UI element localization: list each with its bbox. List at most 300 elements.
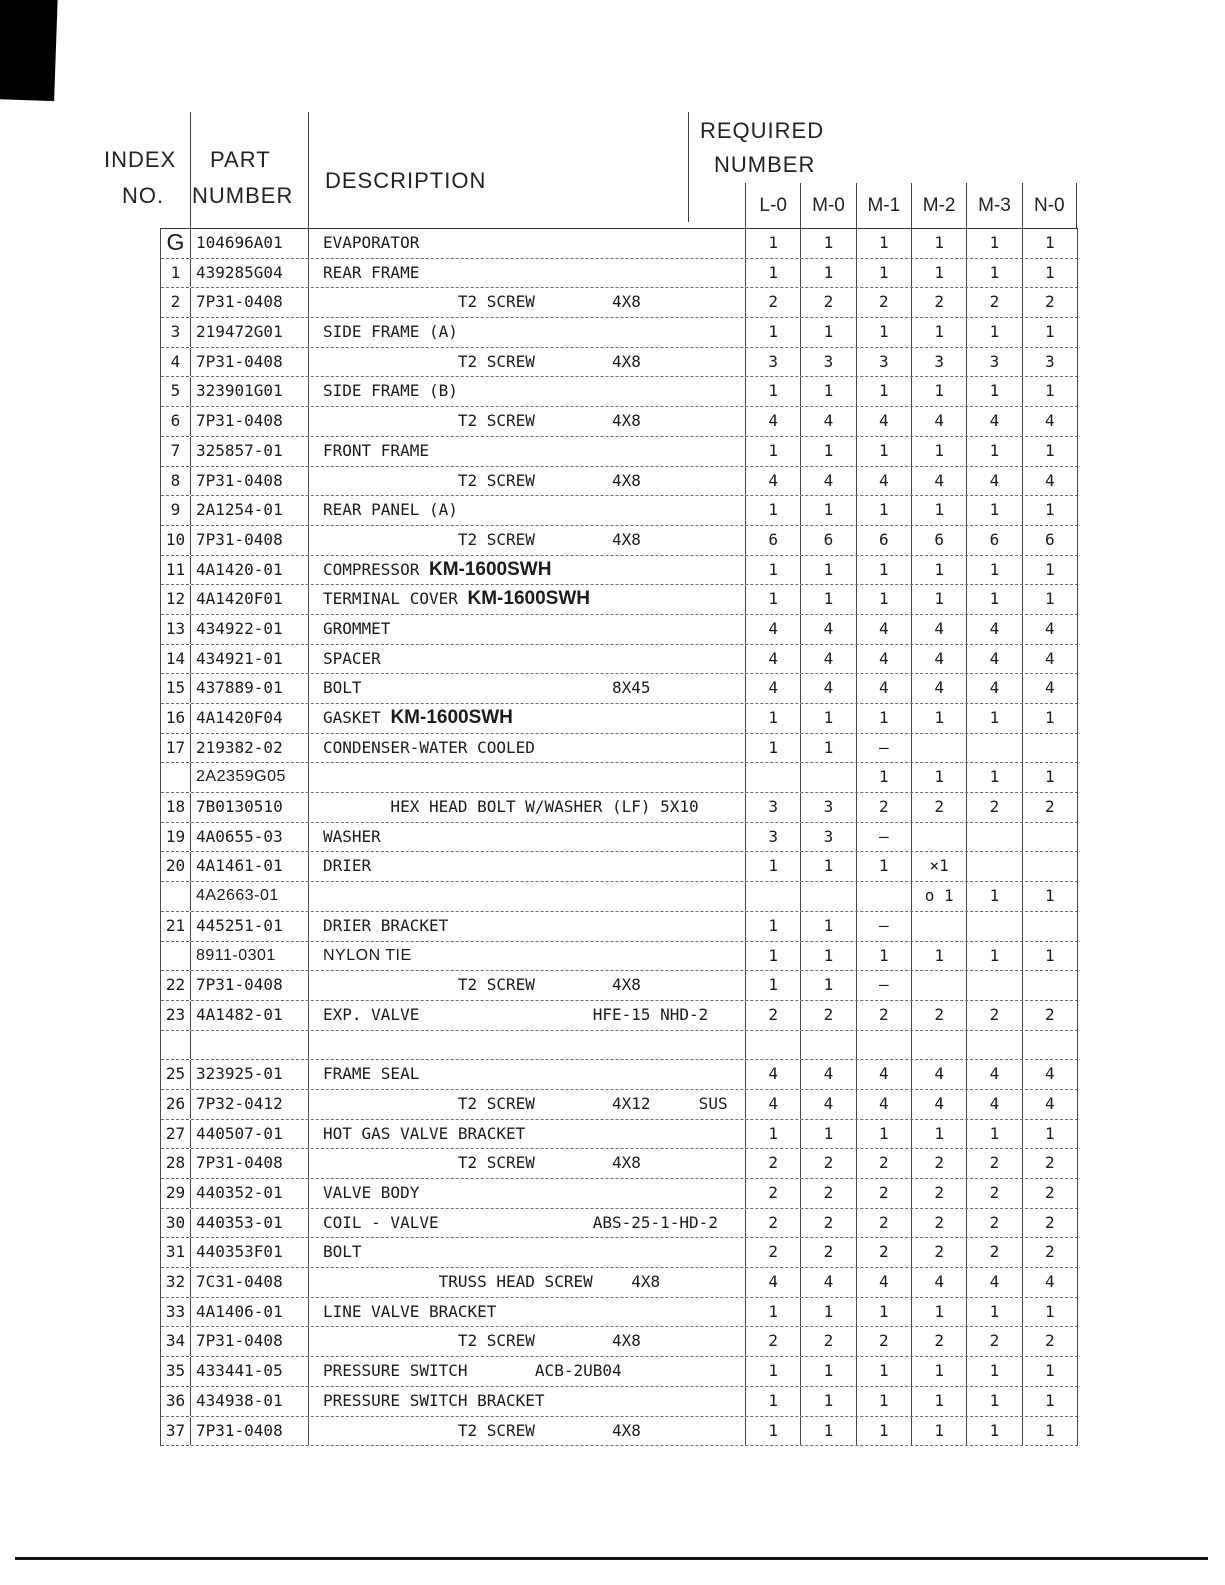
- qty-cell: 4: [1023, 645, 1078, 674]
- qty-cell: 1: [801, 852, 856, 881]
- part-number-cell: 8911-0301: [191, 942, 309, 971]
- qty-cell: 1: [967, 437, 1022, 466]
- index-cell: 10: [161, 526, 191, 555]
- index-cell: 36: [161, 1387, 191, 1416]
- index-cell: [161, 882, 191, 911]
- qty-cell: 1: [1023, 1298, 1078, 1327]
- qty-cell: 4: [746, 467, 801, 496]
- table-row: [161, 1357, 1078, 1387]
- qty-cell: 2: [912, 1327, 967, 1356]
- table-row: [161, 585, 1078, 615]
- qty-cell: [1023, 912, 1078, 941]
- qty-cell: 1: [801, 942, 856, 971]
- index-cell: [161, 1031, 191, 1060]
- table-row: [161, 229, 1078, 259]
- qty-cell: 1: [967, 585, 1022, 614]
- table-row: [161, 437, 1078, 467]
- index-cell: 37: [161, 1417, 191, 1446]
- qty-cell: [746, 1031, 801, 1060]
- part-number-cell: 104696A01: [191, 229, 309, 258]
- part-number-cell: 323901G01: [191, 377, 309, 406]
- table-row: [161, 496, 1078, 526]
- qty-cell: 1: [857, 1387, 912, 1416]
- description-text: NYLON TIE: [323, 946, 412, 964]
- index-cell: 19: [161, 823, 191, 852]
- description-text: VALVE BODY: [323, 1183, 420, 1202]
- qty-cell: 3: [1023, 348, 1078, 377]
- index-cell: 25: [161, 1060, 191, 1089]
- qty-cell: 4: [746, 645, 801, 674]
- description-text: GROMMET: [323, 618, 391, 638]
- qty-cell: 1: [746, 229, 801, 258]
- description-cell: [309, 526, 746, 555]
- part-number-cell: 7P31-0408: [191, 1327, 309, 1356]
- qty-cell: 4: [1023, 1268, 1078, 1297]
- qty-cell: 1: [912, 377, 967, 406]
- table-row: [161, 912, 1078, 942]
- qty-cell: 1: [857, 318, 912, 347]
- required-header-line2: NUMBER: [714, 152, 816, 177]
- qty-cell: 1: [857, 229, 912, 258]
- part-number-cell: 437889-01: [191, 674, 309, 703]
- qty-cell: 1: [746, 734, 801, 763]
- table-row: [161, 645, 1078, 675]
- qty-cell: 1: [967, 763, 1022, 792]
- description-cell: [309, 288, 746, 317]
- qty-cell: 1: [1023, 585, 1078, 614]
- qty-cell: [801, 763, 856, 792]
- qty-cell: 1: [746, 437, 801, 466]
- qty-cell: 1: [1023, 942, 1078, 971]
- description-cell: [309, 467, 746, 496]
- description-text: T2 SCREW 4X12 SUS: [323, 1093, 728, 1113]
- qty-cell: 2: [912, 1179, 967, 1208]
- scan-artifact: [0, 0, 58, 101]
- description-cell: [309, 734, 746, 763]
- qty-cell: [912, 734, 967, 763]
- qty-cell: 2: [967, 1327, 1022, 1356]
- description-column-header: DESCRIPTION: [325, 168, 487, 193]
- qty-cell: 4: [857, 1090, 912, 1119]
- part-number-cell: 7P31-0408: [191, 407, 309, 436]
- part-number-cell: [191, 1031, 309, 1060]
- qty-cell: 3: [801, 823, 856, 852]
- index-cell: 35: [161, 1357, 191, 1386]
- table-row: [161, 1327, 1078, 1357]
- qty-cell: 1: [912, 942, 967, 971]
- index-cell: 27: [161, 1120, 191, 1149]
- qty-cell: [912, 912, 967, 941]
- qty-cell: 4: [801, 1090, 856, 1119]
- description-text: T2 SCREW 4X8: [323, 529, 641, 549]
- qty-cell: 4: [967, 645, 1022, 674]
- qty-cell: 1: [1023, 1357, 1078, 1386]
- index-cell: 29: [161, 1179, 191, 1208]
- part-number-cell: 7P32-0412: [191, 1090, 309, 1119]
- qty-cell: 3: [801, 793, 856, 822]
- part-number-cell: 4A1420F04: [191, 704, 309, 733]
- qty-cell: 1: [857, 1357, 912, 1386]
- qty-cell: 4: [912, 674, 967, 703]
- qty-cell: 1: [912, 704, 967, 733]
- description-cell: [309, 793, 746, 822]
- part-number-cell: 7P31-0408: [191, 1417, 309, 1446]
- qty-cell: 1: [746, 852, 801, 881]
- index-cell: 15: [161, 674, 191, 703]
- qty-cell: 1: [967, 942, 1022, 971]
- qty-cell: 1: [1023, 763, 1078, 792]
- description-text: HEX HEAD BOLT W/WASHER (LF) 5X10: [323, 797, 699, 817]
- index-cell: 8: [161, 467, 191, 496]
- qty-cell: 4: [912, 467, 967, 496]
- qty-cell: 2: [801, 288, 856, 317]
- qty-column-header: L-0: [745, 183, 800, 228]
- qty-cell: [1023, 852, 1078, 881]
- qty-cell: 2: [912, 288, 967, 317]
- qty-cell: [1023, 1031, 1078, 1060]
- qty-cell: 4: [746, 674, 801, 703]
- description-cell: [309, 1090, 746, 1119]
- qty-cell: 1: [801, 1387, 856, 1416]
- qty-cell: 4: [1023, 407, 1078, 436]
- qty-cell: [801, 882, 856, 911]
- table-row: [161, 1090, 1078, 1120]
- qty-cell: 1: [912, 1298, 967, 1327]
- description-text: COMPRESSOR: [323, 559, 429, 579]
- qty-cell: 1: [746, 259, 801, 288]
- table-row: [161, 942, 1078, 972]
- qty-column-header: M-1: [856, 183, 911, 228]
- qty-cell: 4: [801, 1060, 856, 1089]
- qty-cell: 1: [801, 259, 856, 288]
- part-number-cell: 7P31-0408: [191, 288, 309, 317]
- description-cell: [309, 763, 746, 792]
- qty-cell: 4: [912, 407, 967, 436]
- table-row: [161, 1238, 1078, 1268]
- table-row: [161, 615, 1078, 645]
- qty-cell: 2: [801, 1209, 856, 1238]
- qty-cell: 1: [801, 496, 856, 525]
- header-divider-line: [688, 112, 689, 222]
- qty-cell: 1: [857, 704, 912, 733]
- description-cell: [309, 1298, 746, 1327]
- qty-cell: 1: [801, 437, 856, 466]
- table-row: [161, 348, 1078, 378]
- description-text: WASHER: [323, 826, 381, 846]
- part-number-cell: 219472G01: [191, 318, 309, 347]
- qty-cell: 2: [967, 793, 1022, 822]
- qty-cell: 2: [912, 1149, 967, 1178]
- qty-cell: 2: [912, 1238, 967, 1267]
- qty-cell: 4: [967, 467, 1022, 496]
- part-number-cell: 440353-01: [191, 1209, 309, 1238]
- qty-cell: 1: [1023, 377, 1078, 406]
- description-text: SPACER: [323, 648, 381, 668]
- qty-cell: 1: [912, 1357, 967, 1386]
- table-row: [161, 734, 1078, 764]
- description-text: BOLT: [323, 1242, 362, 1262]
- description-cell: [309, 912, 746, 941]
- qty-cell: 1: [746, 942, 801, 971]
- header-divider-line: [190, 112, 191, 228]
- qty-cell: 2: [746, 1179, 801, 1208]
- index-cell: 33: [161, 1298, 191, 1327]
- qty-cell: 1: [746, 1120, 801, 1149]
- qty-cell: 1: [912, 556, 967, 585]
- qty-cell: 1: [746, 377, 801, 406]
- description-text: LINE VALVE BRACKET: [323, 1301, 497, 1321]
- qty-cell: [746, 882, 801, 911]
- qty-cell: 4: [912, 1060, 967, 1089]
- qty-cell: [967, 971, 1022, 1000]
- index-cell: 30: [161, 1209, 191, 1238]
- qty-cell: 4: [967, 1060, 1022, 1089]
- qty-cell: 4: [1023, 467, 1078, 496]
- table-row: [161, 288, 1078, 318]
- qty-cell: 1: [801, 585, 856, 614]
- qty-cell: ×1: [912, 852, 967, 881]
- index-cell: 20: [161, 852, 191, 881]
- index-cell: 28: [161, 1149, 191, 1178]
- description-cell: [309, 704, 746, 733]
- qty-cell: 1: [912, 318, 967, 347]
- description-text: SIDE FRAME (A): [323, 322, 458, 342]
- qty-cell: 1: [912, 1417, 967, 1446]
- index-cell: [161, 763, 191, 792]
- index-cell: 14: [161, 645, 191, 674]
- qty-cell: [1023, 971, 1078, 1000]
- index-cell: 26: [161, 1090, 191, 1119]
- qty-cell: [967, 734, 1022, 763]
- qty-cell: 1: [857, 1298, 912, 1327]
- qty-cell: 1: [801, 734, 856, 763]
- index-cell: 7: [161, 437, 191, 466]
- qty-cell: 4: [857, 467, 912, 496]
- qty-cell: 1: [857, 437, 912, 466]
- qty-cell: 6: [857, 526, 912, 555]
- qty-cell: 4: [857, 407, 912, 436]
- qty-cell: 2: [746, 1209, 801, 1238]
- qty-cell: [857, 1031, 912, 1060]
- qty-cell: 1: [912, 1120, 967, 1149]
- qty-cell: [912, 823, 967, 852]
- qty-cell: 2: [746, 1238, 801, 1267]
- qty-cell: 1: [967, 318, 1022, 347]
- qty-cell: 3: [746, 348, 801, 377]
- qty-cell: 4: [1023, 1060, 1078, 1089]
- qty-cell: 4: [746, 1060, 801, 1089]
- qty-cell: 2: [801, 1179, 856, 1208]
- qty-cell: 1: [1023, 496, 1078, 525]
- qty-cell: 2: [1023, 793, 1078, 822]
- qty-cell: 1: [967, 377, 1022, 406]
- qty-cell: 1: [746, 318, 801, 347]
- index-cell: 1: [161, 259, 191, 288]
- table-row: [161, 1120, 1078, 1150]
- part-number-cell: 4A2663-01: [191, 882, 309, 911]
- table-row: [161, 407, 1078, 437]
- qty-cell: 1: [857, 377, 912, 406]
- part-number-cell: 325857-01: [191, 437, 309, 466]
- index-cell: 13: [161, 615, 191, 644]
- qty-cell: 2: [746, 1001, 801, 1030]
- qty-cell: 1: [912, 259, 967, 288]
- qty-cell: [912, 1031, 967, 1060]
- qty-cell: –: [857, 971, 912, 1000]
- qty-cell: 4: [746, 1268, 801, 1297]
- qty-header-row: [745, 183, 1077, 228]
- part-number-cell: 219382-02: [191, 734, 309, 763]
- qty-cell: 4: [912, 615, 967, 644]
- qty-cell: 3: [746, 823, 801, 852]
- qty-cell: 1: [912, 585, 967, 614]
- part-column-header-line1: PART: [210, 147, 271, 172]
- qty-cell: –: [857, 734, 912, 763]
- qty-cell: 1: [746, 585, 801, 614]
- description-cell: [309, 1031, 746, 1060]
- qty-cell: 1: [1023, 704, 1078, 733]
- qty-cell: 1: [801, 971, 856, 1000]
- qty-cell: 1: [967, 704, 1022, 733]
- part-number-cell: 434922-01: [191, 615, 309, 644]
- qty-cell: 3: [912, 348, 967, 377]
- bottom-rule: [15, 1557, 1208, 1560]
- part-number-cell: 2A1254-01: [191, 496, 309, 525]
- qty-cell: 1: [857, 496, 912, 525]
- qty-cell: o 1: [912, 882, 967, 911]
- qty-cell: 6: [1023, 526, 1078, 555]
- qty-cell: 1: [1023, 1387, 1078, 1416]
- description-cell: [309, 645, 746, 674]
- qty-cell: 1: [857, 1120, 912, 1149]
- qty-cell: 1: [801, 912, 856, 941]
- description-cell: [309, 1327, 746, 1356]
- qty-cell: 1: [912, 229, 967, 258]
- part-number-cell: 4A1420F01: [191, 585, 309, 614]
- description-cell: [309, 852, 746, 881]
- description-cell: [309, 1357, 746, 1386]
- description-model-bold: KM-1600SWH: [390, 707, 513, 728]
- qty-column-header: N-0: [1022, 183, 1077, 228]
- part-number-cell: 434921-01: [191, 645, 309, 674]
- qty-cell: 1: [801, 556, 856, 585]
- description-text: PRESSURE SWITCH ACB-2UB04: [323, 1361, 622, 1381]
- part-number-cell: 4A1482-01: [191, 1001, 309, 1030]
- qty-cell: 4: [801, 674, 856, 703]
- qty-cell: 1: [967, 1298, 1022, 1327]
- qty-cell: [967, 852, 1022, 881]
- table-row: [161, 377, 1078, 407]
- qty-cell: 4: [801, 1268, 856, 1297]
- index-cell: 18: [161, 793, 191, 822]
- qty-cell: 1: [746, 556, 801, 585]
- qty-cell: 4: [801, 467, 856, 496]
- qty-cell: 4: [746, 1090, 801, 1119]
- description-cell: [309, 229, 746, 258]
- part-number-cell: 439285G04: [191, 259, 309, 288]
- description-cell: [309, 1417, 746, 1446]
- description-text: T2 SCREW 4X8: [323, 975, 641, 995]
- qty-cell: 2: [801, 1238, 856, 1267]
- description-cell: [309, 674, 746, 703]
- table-row: [161, 1060, 1078, 1090]
- description-text: DRIER: [323, 856, 372, 876]
- qty-cell: 1: [1023, 437, 1078, 466]
- qty-column-header: M-2: [911, 183, 966, 228]
- qty-cell: 1: [857, 852, 912, 881]
- table-row: [161, 1179, 1078, 1209]
- index-cell: 12: [161, 585, 191, 614]
- table-row: [161, 556, 1078, 586]
- qty-cell: 2: [801, 1001, 856, 1030]
- description-model-bold: KM-1600SWH: [467, 588, 590, 610]
- qty-cell: 1: [1023, 229, 1078, 258]
- part-number-cell: 4A1406-01: [191, 1298, 309, 1327]
- table-row: [161, 1031, 1078, 1061]
- qty-cell: 2: [857, 1179, 912, 1208]
- table-row: [161, 1417, 1078, 1447]
- table-row: [161, 763, 1078, 793]
- qty-cell: 4: [801, 615, 856, 644]
- qty-cell: 4: [967, 1268, 1022, 1297]
- description-cell: [309, 437, 746, 466]
- part-number-cell: 4A0655-03: [191, 823, 309, 852]
- qty-cell: 4: [912, 645, 967, 674]
- qty-cell: 2: [912, 793, 967, 822]
- index-cell: 4: [161, 348, 191, 377]
- qty-cell: 1: [967, 1357, 1022, 1386]
- description-cell: [309, 259, 746, 288]
- qty-cell: 1: [967, 1120, 1022, 1149]
- qty-cell: 1: [1023, 882, 1078, 911]
- description-cell: [309, 1268, 746, 1297]
- description-text: FRONT FRAME: [323, 440, 429, 460]
- description-text: REAR FRAME: [323, 262, 420, 282]
- qty-cell: –: [857, 912, 912, 941]
- description-text: T2 SCREW 4X8: [323, 292, 641, 312]
- table-row: [161, 1387, 1078, 1417]
- qty-cell: [1023, 734, 1078, 763]
- description-cell: [309, 1149, 746, 1178]
- description-text: COIL - VALVE ABS-25-1-HD-2: [323, 1212, 718, 1232]
- qty-cell: [967, 1031, 1022, 1060]
- qty-cell: 2: [967, 1001, 1022, 1030]
- qty-cell: 1: [912, 763, 967, 792]
- description-text: T2 SCREW 4X8: [323, 1153, 641, 1173]
- qty-cell: 2: [857, 1327, 912, 1356]
- index-cell: 5: [161, 377, 191, 406]
- qty-cell: 2: [967, 288, 1022, 317]
- table-row: [161, 852, 1078, 882]
- table-row: [161, 259, 1078, 289]
- qty-cell: [967, 823, 1022, 852]
- qty-cell: 1: [746, 1298, 801, 1327]
- table-row: [161, 793, 1078, 823]
- description-cell: [309, 585, 746, 614]
- qty-cell: 6: [746, 526, 801, 555]
- table-row: [161, 882, 1078, 912]
- index-cell: 9: [161, 496, 191, 525]
- table-row: [161, 318, 1078, 348]
- description-text: T2 SCREW 4X8: [323, 1420, 641, 1440]
- description-cell: [309, 1120, 746, 1149]
- qty-cell: 4: [857, 674, 912, 703]
- qty-cell: 4: [857, 1060, 912, 1089]
- description-cell: [309, 942, 746, 971]
- qty-cell: 2: [857, 1001, 912, 1030]
- qty-column-header: M-3: [966, 183, 1021, 228]
- qty-cell: 4: [912, 1090, 967, 1119]
